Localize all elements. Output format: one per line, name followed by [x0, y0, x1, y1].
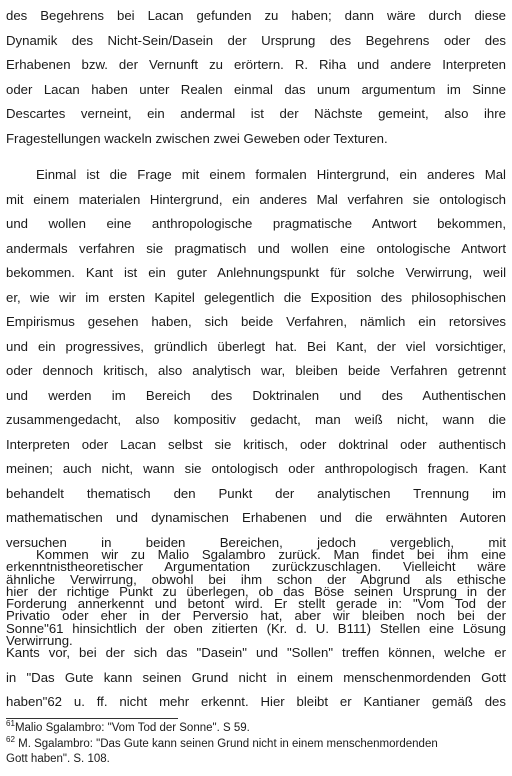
text-line: versuchen in beiden Bereichen, jedoch vergeblich, mit: [6, 534, 506, 550]
text-line: Empirismus gesehen haben, sich beide Verfahren, nämlich ein retorsives: [6, 314, 506, 329]
text-line: und werden im Bereich des Doktrinalen und des Authentischen: [6, 387, 506, 403]
text-line: oder Lacan haben unter Realen einmal das unum argumentum im Sinne: [6, 81, 506, 97]
footnotes: [6, 721, 506, 768]
footnote-61: [6, 721, 506, 737]
text-line: Descartes verneint, ein andermal ist der Nächste gemeint, also ihre: [6, 106, 506, 121]
text-line: behandelt thematisch den Punkt der analytischen Trennung im: [6, 485, 506, 501]
text-line: und ein progressives, gründlich überlegt hat. Bei Kant, der viel vorsichtiger,: [6, 338, 506, 354]
footnote-62-continued: [6, 752, 506, 768]
text-line: mathematischen und dynamischen Erhabenen und die erwähnten Autoren: [6, 510, 506, 525]
text-line: ähnliche Verwirrung, obwohl bei ihm schon der Abgrund als ethische: [6, 571, 506, 587]
text-line: in "Das Gute kann seinen Grund nicht in einem menschenmordenden Gott: [6, 669, 506, 685]
text-line: Sonne"61 hinsichtlich der oben zitierten (Kr. d. U. B111) Stellen eine Lösung: [6, 620, 506, 636]
text-line: meinen; auch nicht, wann sie ontologisch oder anthropologisch fragen. Kant: [6, 461, 506, 476]
paragraph-1: [6, 4, 506, 151]
footnote-text: M. Sgalambro: "Das Gute kann seinen Grund nicht in einem menschenmordenden: [14, 737, 438, 750]
text-line: er, wie wir im ersten Kapitel gelegentlich die Exposition des philosophischen: [6, 289, 506, 305]
text-line: Privatio oder eher in der Perversio hat, aber wir bleiben noch bei der: [6, 608, 506, 623]
text-line: Kants vor, bei der sich das "Dasein" und "Sollen" treffen können, welche er: [6, 645, 506, 660]
text-line: und wollen eine anthropologische pragmatische Antwort bekommen,: [6, 216, 506, 231]
text-line: andermals verfahren sie pragmatisch und wollen eine ontologische Antwort: [6, 240, 506, 256]
text-line: mit einem materialen Hintergrund, ein anderes Mal verfahren sie ontologisch: [6, 191, 506, 207]
text-line: Einmal ist die Frage mit einem formalen Hintergrund, ein anderes Mal: [36, 167, 506, 182]
text-line: Forderung annerkennt und betont wird. Er stellt gerade in: "Vom Tod der: [6, 596, 506, 611]
text-line: des Begehrens bei Lacan gefunden zu haben; dann wäre durch diese: [6, 8, 506, 23]
footnote-text: Malio Sgalambro: "Vom Tod der Sonne". S 59.: [14, 722, 250, 734]
text-line: Fragestellungen wackeln zwischen zwei Geweben oder Texturen.: [6, 130, 388, 146]
text-line: zusammengedacht, also kompositiv gedacht, man weiß nicht, wann die: [6, 412, 506, 427]
text-line: Verwirrung.: [6, 632, 73, 648]
text-line: haben"62 u. ff. nicht mehr erkennt. Hier bleibt er Kantianer gemäß des: [6, 694, 506, 709]
text-line: Erhabenen bzw. der Vernunft zu erörtern. R. Riha und andere Interpreten: [6, 57, 506, 72]
footnote-marker: 62: [6, 734, 15, 744]
text-line: erkenntnistheoretischer Argumentation zurückzuschlagen. Vielleicht wäre: [6, 559, 506, 574]
paragraph-3: [6, 543, 506, 715]
text-line: bekommen. Kant ist ein guter Anlehnungspunkt für solche Verwirrung, weil: [6, 265, 506, 280]
footnote-62: [6, 734, 506, 753]
footnote-text: Gott haben". S. 108.: [6, 753, 110, 765]
text-line: Interpreten oder Lacan selbst sie kritisch, oder doktrinal oder authentisch: [6, 436, 506, 452]
text-line: oder dennoch kritisch, also analytisch war, bleiben beide Verfahren getrennt: [6, 363, 506, 378]
text-line: Kommen wir zu Malio Sgalambro zurück. Man findet bei ihm eine: [36, 547, 506, 562]
text-line: hier der richtige Punkt zu überlegen, ob das Böse seinen Ursprung in der: [6, 583, 506, 599]
footnote-marker: 61: [6, 719, 15, 729]
text-line: Dynamik des Nicht-Sein/Dasein der Ursprung des Begehrens oder des: [6, 32, 506, 48]
footnote-separator: [6, 718, 178, 719]
